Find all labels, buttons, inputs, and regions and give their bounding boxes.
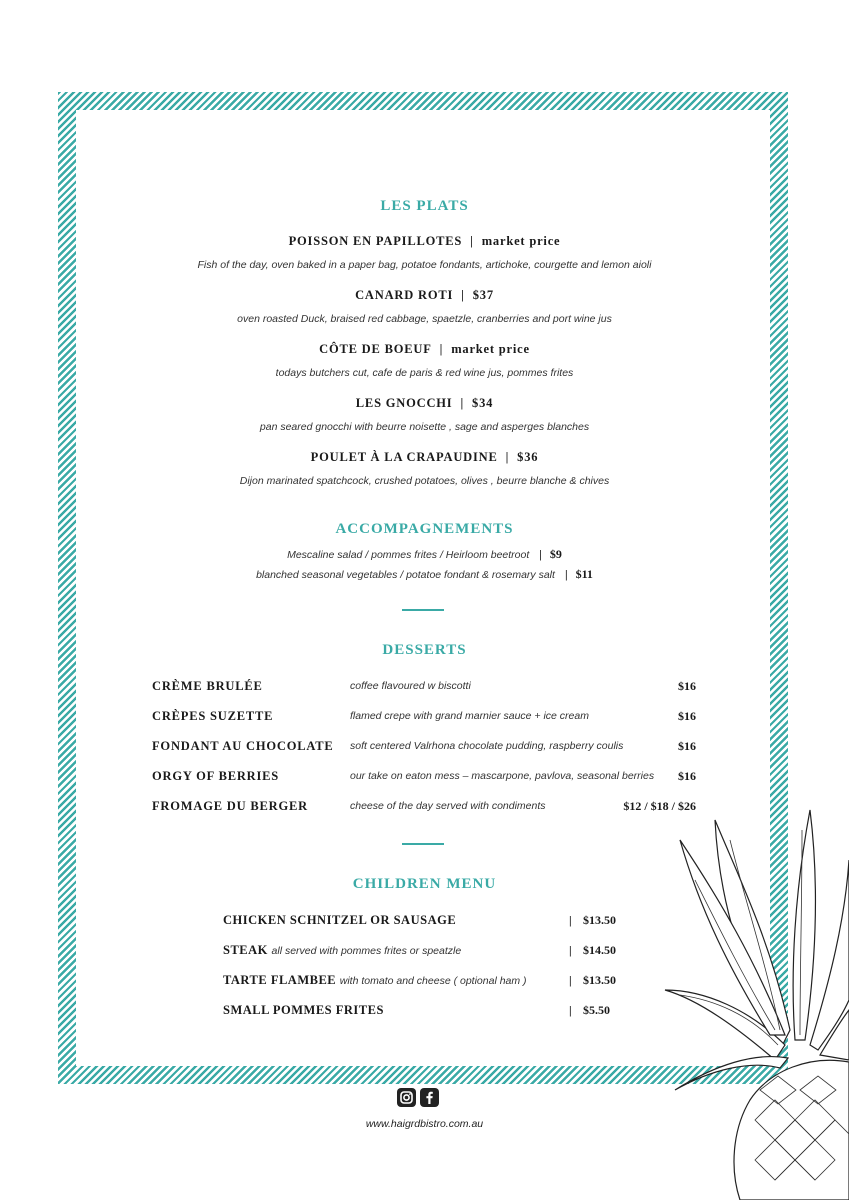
dessert-price: $12 / $18 / $26 [623,799,696,813]
dessert-row [152,739,696,757]
plat-price: $36 [517,450,539,464]
children-item [223,1003,384,1018]
dessert-desc: soft centered Valrhona chocolate pudding, raspberry coulis [350,740,624,752]
children-item [223,913,456,928]
dessert-row [152,769,696,787]
dessert-row [152,679,696,697]
dessert-price: $16 [678,709,696,723]
plat-name: POISSON EN PAPILLOTES [288,234,463,248]
dessert-name: CRÈME BRULÉE [152,679,263,693]
separator: | [569,913,572,927]
dessert-desc: cheese of the day served with condiments [350,800,546,812]
children-item-name: CHICKEN SCHNITZEL OR SAUSAGE [223,913,457,927]
dessert-desc: our take on eaton mess – mascarpone, pavlova, seasonal berries [350,770,655,782]
dessert-row [152,709,696,727]
separator: | [461,288,465,302]
dessert-name: ORGY OF BERRIES [152,769,280,783]
children-price: $14.50 [583,943,616,957]
accompagnement-desc: blanched seasonal vegetables / potatoe fondant & rosemary salt [256,569,555,581]
separator: | [505,450,510,464]
children-item-name: STEAK [223,943,268,957]
dessert-price: $16 [678,739,696,753]
children-item-note: all served with pommes frites or speatzle [271,945,462,957]
plat-description: Fish of the day, oven baked in a paper bag, potatoe fondants, artichoke, courgette and lemon aioli [197,259,652,271]
dessert-desc: flamed crepe with grand marnier sauce + ice cream [350,710,589,722]
plat-name: CÔTE DE BOEUF [319,342,432,356]
pineapple-illustration [660,800,849,1200]
children-row [223,1003,643,1021]
dessert-price: $16 [678,769,696,783]
plat-name-row [0,450,849,465]
plat-price: market price [481,234,561,248]
separator: | [439,342,444,356]
children-item-note: with tomato and cheese ( optional ham ) [339,975,527,987]
plat-description: Dijon marinated spatchcock, crushed potatoes, olives , beurre blanche & chives [239,475,610,487]
dessert-row [152,799,696,817]
plat-name: POULET À LA CRAPAUDINE [310,450,498,464]
children-title: CHILDREN MENU [352,876,497,892]
instagram-icon[interactable] [397,1088,416,1107]
separator: | [569,943,572,957]
separator: | [460,396,465,410]
desserts-title: DESSERTS [382,642,467,658]
children-price: $13.50 [583,973,616,987]
website-link[interactable]: www.haigrdbistro.com.au [365,1118,484,1130]
plat-price: $34 [472,396,494,410]
separator: | [569,973,572,987]
plat-price: market price [451,342,530,356]
plat-name-row [0,342,849,357]
children-item [223,943,461,958]
instagram-glyph [397,1088,416,1107]
children-price: $5.50 [583,1003,610,1017]
dessert-price: $16 [678,679,696,693]
divider [402,609,444,611]
plat-name-row [0,234,849,249]
separator: | [539,547,542,561]
children-row [223,973,643,991]
plat-name: CANARD ROTI [355,288,454,302]
separator: | [470,234,474,248]
children-item [223,973,527,988]
facebook-glyph [420,1088,439,1107]
dessert-name: CRÈPES SUZETTE [152,709,274,723]
children-item-name: TARTE FLAMBEE [223,973,337,987]
children-row [223,913,643,931]
accompagnements-title: ACCOMPAGNEMENTS [335,521,514,537]
divider [402,843,444,845]
plats-title: LES PLATS [380,198,469,214]
facebook-icon[interactable] [420,1088,439,1107]
children-row [223,943,643,961]
dessert-desc: coffee flavoured w biscotti [350,680,471,692]
dessert-name: FROMAGE DU BERGER [152,799,308,813]
children-price: $13.50 [583,913,616,927]
accompagnement-desc: Mescaline salad / pommes frites / Heirloom beetroot [287,549,530,561]
children-item-name: SMALL POMMES FRITES [223,1003,384,1017]
dessert-name: FONDANT AU CHOCOLATE [152,739,334,753]
plat-description: oven roasted Duck, braised red cabbage, spaetzle, cranberries and port wine jus [237,313,612,325]
separator: | [564,567,568,581]
accompagnement-price: $9 [549,547,562,561]
plat-name-row [0,396,849,411]
accompagnement-row [0,567,849,582]
plat-name: LES GNOCCHI [355,396,453,410]
accompagnement-price: $11 [575,567,593,581]
separator: | [569,1003,572,1017]
plat-description: todays butchers cut, cafe de paris & red wine jus, pommes frites [275,367,574,379]
plat-name-row [0,288,849,303]
plat-price: $37 [472,288,494,302]
accompagnement-row [0,547,849,562]
plat-description: pan seared gnocchi with beurre noisette , sage and asperges blanches [259,421,590,433]
